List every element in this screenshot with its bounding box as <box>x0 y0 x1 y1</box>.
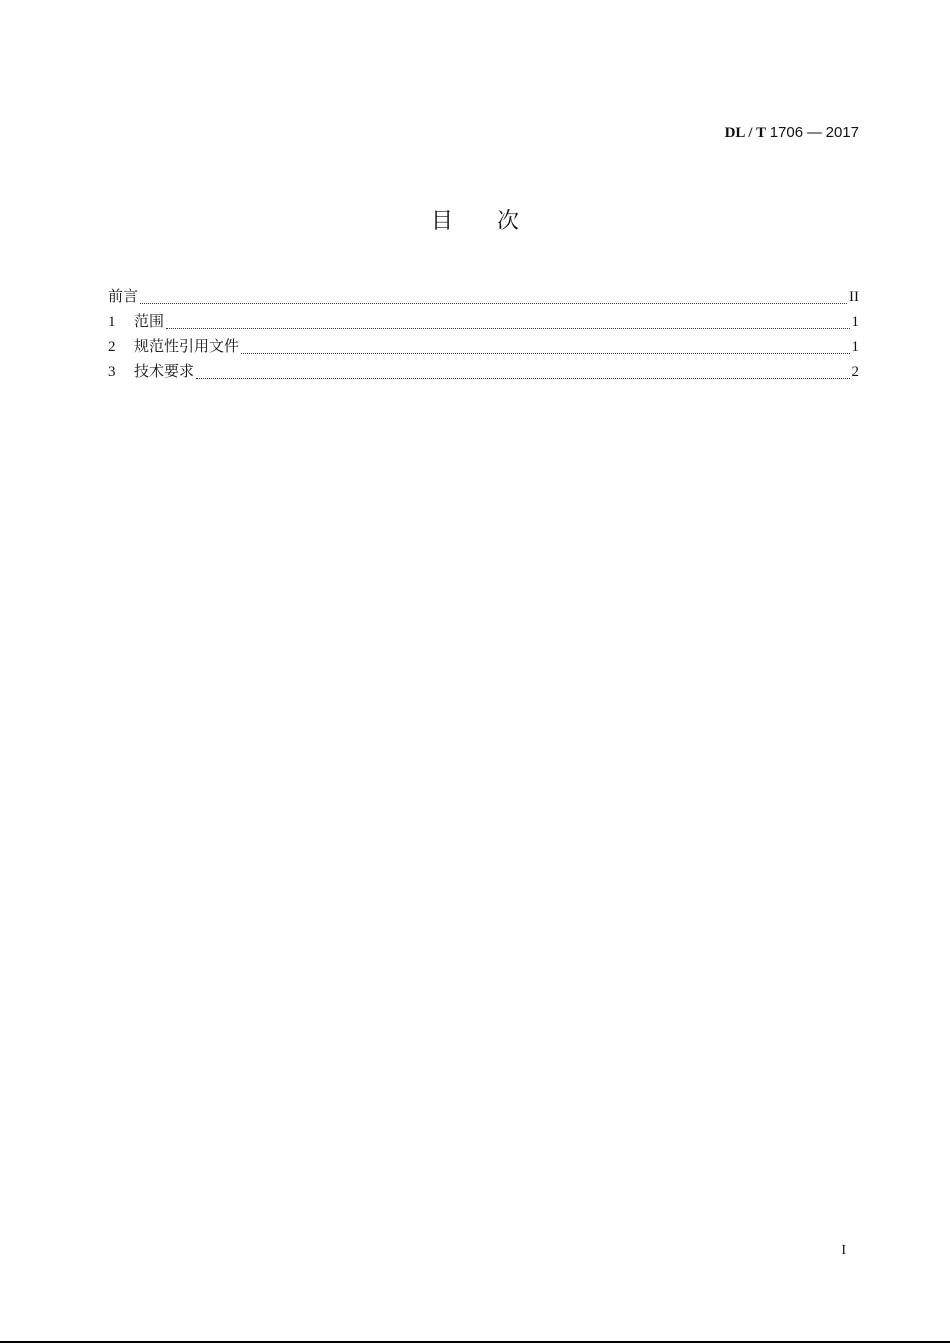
toc-leader-dots <box>241 353 849 354</box>
toc-entry-scope[interactable] <box>108 310 859 335</box>
page-number: I <box>841 1243 846 1258</box>
toc-entry-normative-references[interactable] <box>108 335 859 360</box>
toc-entry-label: 范围 <box>134 314 165 330</box>
toc-entry-page: II <box>849 289 859 305</box>
standard-dash: — <box>806 124 822 141</box>
toc-entry-page: 1 <box>851 339 859 355</box>
page-title: 目 次 <box>430 209 519 234</box>
standard-code: DL / T <box>724 125 766 141</box>
toc-entry-label: 技术要求 <box>134 364 195 380</box>
standard-number-value: 1706 <box>769 124 804 141</box>
standard-year: 2017 <box>825 124 859 141</box>
toc-entry-number: 1 <box>108 314 116 330</box>
toc-entry-page: 2 <box>851 364 859 380</box>
toc-leader-dots <box>196 378 849 379</box>
standard-number <box>725 124 859 142</box>
toc-entry-foreword[interactable] <box>108 285 859 310</box>
toc-leader-dots <box>166 328 849 329</box>
page-bottom-border <box>0 1341 950 1343</box>
toc-entry-label: 规范性引用文件 <box>134 339 240 355</box>
toc-leader-dots <box>140 303 847 304</box>
toc-entry-number: 2 <box>108 339 116 355</box>
toc-entry-technical-requirements[interactable] <box>108 360 859 385</box>
toc-entry-number: 3 <box>108 364 116 380</box>
table-of-contents <box>108 285 859 385</box>
toc-entry-page: 1 <box>851 314 859 330</box>
toc-entry-label: 前言 <box>108 289 139 305</box>
